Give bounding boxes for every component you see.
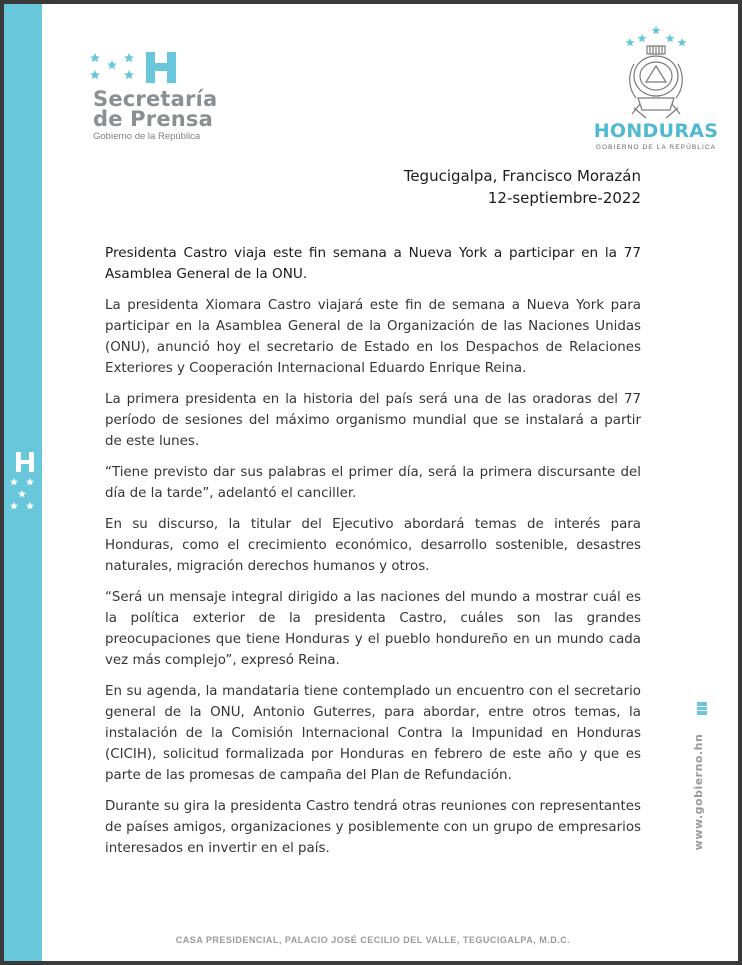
secretaria-title-line2: de Prensa: [93, 107, 213, 131]
article-paragraph: La primera presidenta en la historia del país será una de las oradoras del 77 período de sesiones del máximo organismo mundial que se instalará a partir de este lunes.: [105, 392, 641, 449]
article-paragraph: Durante su gira la presidenta Castro tendrá otras reuniones con representantes de países amigos, organizaciones y posiblemente con un grupo de empresarios interesados en invertir en el país.: [105, 799, 641, 856]
article-headline: Presidenta Castro viaja este fin semana a Nueva York a participar en la 77 Asamblea General de la ONU.: [105, 245, 641, 282]
article-paragraph: “Tiene previsto dar sus palabras el primer día, será la primera discursante del día de la tarde”, adelantó el canciller.: [105, 465, 641, 501]
page-border-right: [738, 0, 742, 965]
gobierno-h-mark-icon: [697, 702, 707, 716]
article-paragraph: “Será un mensaje integral dirigido a las naciones del mundo a mostrar cuál es la política exterior de la presidenta Castro, cuáles son las grandes preocupaciones que tiene Honduras y el pueblo hondureño en un mundo cada vez más complejo”, expresó Reina.: [105, 590, 641, 668]
honduras-subtitle: GOBIERNO DE LA REPÚBLICA: [595, 144, 717, 151]
article-paragraph: La presidenta Xiomara Castro viajará este fin de semana a Nueva York para participar en la Asamblea General de la Organización de las Naciones Unidas (ONU), anunció hoy el secretario de Estado en los Despachos de Relaciones Exteriores y Cooperación Internacional Eduardo Enrique Reina.: [105, 298, 641, 376]
secretaria-title-line1: Secretaría: [93, 87, 218, 111]
honduras-coat-of-arms-icon: [612, 24, 712, 124]
page-border-bottom: [0, 961, 742, 965]
h-emblem-icon: [16, 452, 34, 472]
stars-icon: [10, 478, 36, 514]
footer-address: CASA PRESIDENCIAL, PALACIO JOSÉ CECILIO DEL VALLE, TEGUCIGALPA, M.D.C.: [175, 935, 571, 945]
gobierno-url: www.gobierno.hn: [692, 733, 705, 851]
dateline-place: Tegucigalpa, Francisco Morazán: [403, 167, 641, 185]
secretaria-subtitle: Gobierno de la República: [93, 131, 201, 142]
article-paragraph: En su discurso, la titular del Ejecutivo abordará temas de interés para Honduras, como el crecimiento económico, desarrollo sostenible, desastres naturales, migración derechos humanos y otros.: [105, 517, 641, 574]
dateline-date: 12-septiembre-2022: [487, 189, 641, 207]
honduras-wordmark: HONDURAS: [593, 120, 719, 142]
article-body: [105, 243, 641, 869]
page-border-top: [0, 0, 742, 4]
article-paragraph: En su agenda, la mandataria tiene contemplado un encuentro con el secretario general de la ONU, Antonio Guterres, para abordar, entre otros temas, la instalación de la Comisión Internacional Contra la Impunidad en Honduras (CICIH), solicitud formalizada por Honduras en febrero de este año y que es parte de las promesas de campaña del Plan de Refundación.: [105, 684, 641, 783]
